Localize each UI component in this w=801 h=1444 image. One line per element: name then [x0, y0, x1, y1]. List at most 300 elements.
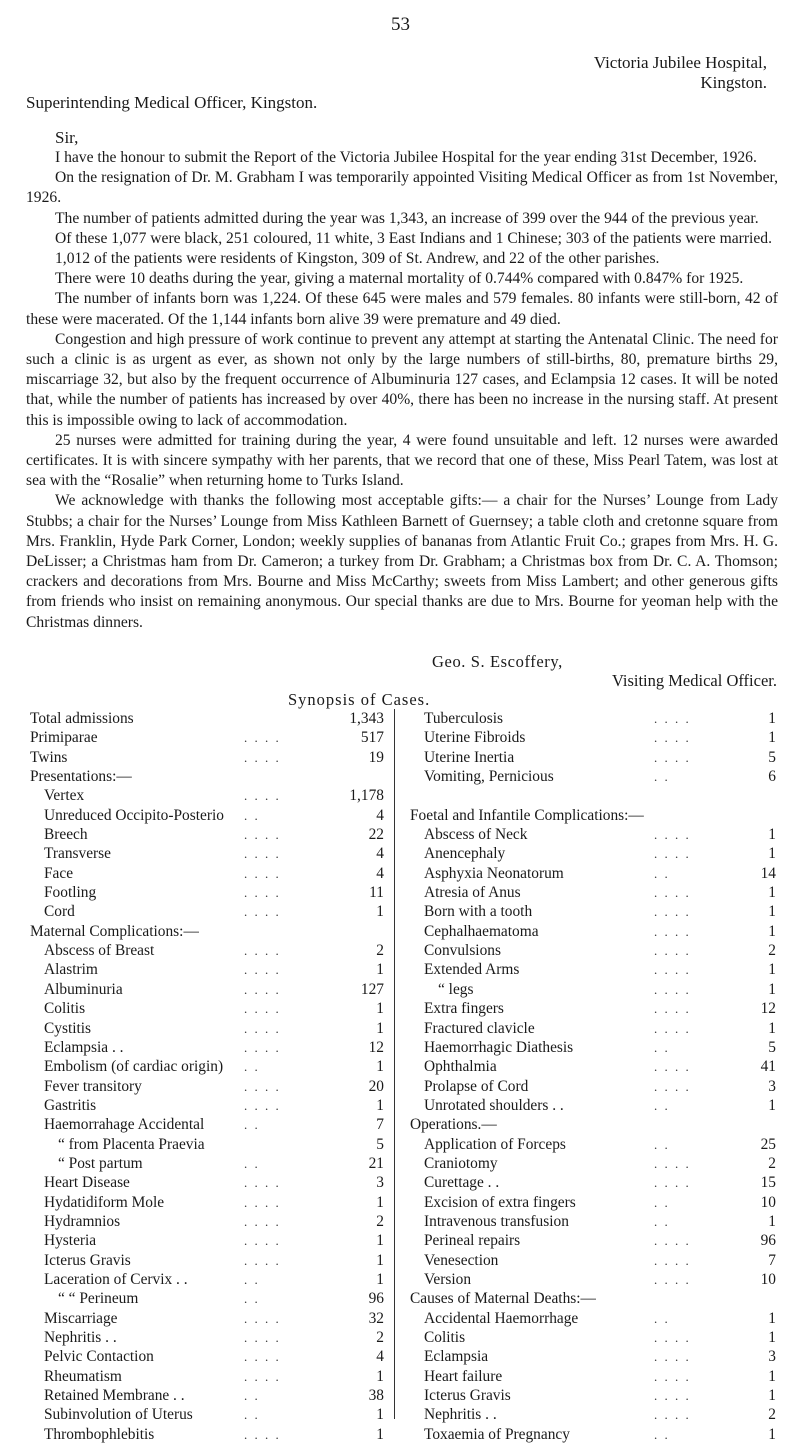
case-label: Uterine Fibroids — [424, 729, 526, 747]
table-row — [30, 767, 384, 786]
case-count: 1 — [768, 826, 776, 844]
paragraph: On the resignation of Dr. M. Grabham I was temporarily appointed Visiting Medical Officer as from 1st November, 1926. — [26, 169, 778, 207]
case-count: 14 — [760, 864, 776, 882]
table-row — [410, 1289, 776, 1308]
case-count: 5 — [768, 1038, 776, 1056]
case-count: 4 — [376, 845, 384, 863]
leader-dots: . . . . — [244, 1368, 281, 1384]
leader-dots: . . . . — [654, 1059, 691, 1075]
table-row — [410, 1077, 776, 1096]
case-count: 3 — [768, 1077, 776, 1095]
case-label: Breech — [44, 826, 88, 844]
table-row — [30, 1115, 384, 1134]
case-label: Face — [44, 864, 74, 882]
paragraph: 1,012 of the patients were residents of Kingston, 309 of St. Andrew, and 22 of the other parishes. — [55, 250, 660, 268]
case-label: Haemorrahage Accidental — [44, 1116, 205, 1134]
case-label: Colitis — [44, 1000, 86, 1018]
table-row — [410, 960, 776, 979]
table-row — [410, 1405, 776, 1424]
leader-dots: . . — [654, 1426, 670, 1442]
case-label: Toxaemia of Pregnancy — [424, 1425, 570, 1443]
case-count: 19 — [368, 748, 384, 766]
leader-dots: . . . . — [244, 865, 281, 881]
leader-dots: . . . . — [244, 1039, 281, 1055]
case-label: Atresia of Anus — [424, 884, 521, 902]
page-number: 53 — [391, 14, 410, 35]
table-row — [30, 1386, 384, 1405]
leader-dots: . . . . — [244, 846, 281, 862]
table-row — [410, 806, 776, 825]
case-label: Asphyxia Neonatorum — [424, 864, 564, 882]
case-count: 1 — [376, 903, 384, 921]
leader-dots: . . . . — [244, 1097, 281, 1113]
signature-name: Geo. S. Escoffery, — [432, 652, 563, 671]
case-label: Fractured clavicle — [424, 1019, 535, 1037]
case-label: Eclampsia . . — [44, 1038, 124, 1056]
table-row — [410, 748, 776, 767]
hospital-town: Kingston. — [700, 73, 767, 92]
table-row — [30, 1077, 384, 1096]
table-row — [410, 1231, 776, 1250]
case-label: Intravenous transfusion — [424, 1212, 569, 1230]
case-label: Accidental Haemorrhage — [424, 1309, 579, 1327]
case-label: Footling — [44, 884, 97, 902]
case-label: Excision of extra fingers — [424, 1193, 576, 1211]
case-label: Prolapse of Cord — [424, 1077, 529, 1095]
table-row — [410, 1347, 776, 1366]
leader-dots: . . — [244, 1117, 260, 1133]
paragraph: The number of infants born was 1,224. Of these 645 were males and 579 females. 80 infants were still-born, 42 of these were macerated. Of the 1,144 infants born alive 39 were premature and 49 died. — [26, 290, 778, 328]
case-count: 3 — [376, 1174, 384, 1192]
case-count: 1 — [376, 1096, 384, 1114]
case-label: Embolism (of cardiac origin) — [44, 1058, 224, 1076]
table-row — [410, 1386, 776, 1405]
case-count: 1 — [376, 1232, 384, 1250]
case-label: Pelvic Contaction — [44, 1348, 154, 1366]
leader-dots: . . . . — [244, 1213, 281, 1229]
table-row — [30, 1367, 384, 1386]
case-label: Cystitis — [44, 1019, 92, 1037]
case-count: 2 — [376, 942, 384, 960]
leader-dots: . . . . — [654, 1020, 691, 1036]
case-count: 10 — [760, 1270, 776, 1288]
case-label: Cord — [44, 903, 75, 921]
leader-dots: . . — [244, 1271, 260, 1287]
leader-dots: . . . . — [244, 1310, 281, 1326]
case-count: 1 — [376, 961, 384, 979]
synopsis-right-column — [410, 709, 776, 1444]
table-row — [410, 1038, 776, 1057]
synopsis-left-column — [30, 709, 384, 1444]
table-row — [410, 767, 776, 786]
case-label: Haemorrhagic Diathesis — [424, 1038, 574, 1056]
case-label: “ legs — [438, 980, 474, 998]
case-count: 1 — [768, 729, 776, 747]
leader-dots: . . . . — [244, 1078, 281, 1094]
table-row — [30, 1019, 384, 1038]
leader-dots: . . . . — [244, 730, 281, 746]
table-row — [30, 1057, 384, 1076]
case-label: Albuminuria — [44, 980, 123, 998]
case-count: 4 — [376, 864, 384, 882]
case-count: 32 — [368, 1309, 384, 1327]
case-label: Unrotated shoulders . . — [424, 1096, 564, 1114]
table-row — [30, 1309, 384, 1328]
leader-dots: . . — [244, 1407, 260, 1423]
case-label: “ “ Perineum — [58, 1290, 139, 1308]
synopsis-heading: Synopsis of Cases. — [288, 690, 431, 709]
leader-dots: . . . . — [654, 1349, 691, 1365]
case-label: Hydatidiform Mole — [44, 1193, 165, 1211]
case-count: 1 — [376, 1000, 384, 1018]
table-row — [410, 1270, 776, 1289]
case-count: 96 — [368, 1290, 384, 1308]
table-row — [410, 709, 776, 728]
leader-dots: . . . . — [244, 981, 281, 997]
salutation: Sir, — [55, 128, 79, 147]
case-count: 20 — [368, 1077, 384, 1095]
leader-dots: . . — [654, 1213, 670, 1229]
leader-dots: . . — [654, 1194, 670, 1210]
leader-dots: . . . . — [654, 711, 691, 726]
case-count: 1 — [768, 1212, 776, 1230]
table-row — [30, 1251, 384, 1270]
case-count: 1 — [768, 1425, 776, 1443]
leader-dots: . . — [654, 1310, 670, 1326]
leader-dots: . . . . — [654, 827, 691, 843]
leader-dots: . . . . — [654, 904, 691, 920]
case-count: 10 — [760, 1193, 776, 1211]
leader-dots: . . . . — [244, 1175, 281, 1191]
signature-title: Visiting Medical Officer. — [611, 671, 777, 690]
case-count: 2 — [376, 1212, 384, 1230]
table-row — [30, 1405, 384, 1424]
case-label: “ Post partum — [58, 1154, 143, 1172]
leader-dots: . . . . — [244, 943, 281, 959]
leader-dots: . . . . — [244, 885, 281, 901]
case-count: 1 — [768, 884, 776, 902]
case-count: 1 — [768, 1019, 776, 1037]
table-row — [410, 825, 776, 844]
table-row — [410, 1309, 776, 1328]
case-label: Hydramnios — [44, 1212, 121, 1230]
leader-dots: . . . . — [244, 1349, 281, 1365]
table-row — [410, 902, 776, 921]
case-label: Abscess of Neck — [424, 826, 528, 844]
leader-dots: . . — [244, 807, 260, 823]
case-label: Operations.— — [410, 1116, 497, 1134]
case-count: 2 — [768, 942, 776, 960]
leader-dots: . . . . — [654, 749, 691, 765]
case-count: 1 — [768, 1329, 776, 1346]
case-count: 1 — [768, 980, 776, 998]
table-row — [30, 941, 384, 960]
leader-dots: . . — [244, 1388, 260, 1404]
case-label: Twins — [30, 748, 68, 766]
table-row — [410, 1057, 776, 1076]
paragraph: We acknowledge with thanks the following most acceptable gifts:— a chair for the Nurses’ Lounge from Lady Stubbs; a chair for the Nurses’ Lounge from Miss Kathleen Barnett of Guernsey; a table cloth and cretonne square from Mrs. Franklin, Hyde Park Corner, London; weekly supplies of bananas from Atlantic Fruit Co.; grapes from Mrs. H. G. DeLisser; a Christmas ham from Dr. Cameron; a turkey from Dr. Grabham; a Christmas box from Dr. C. A. Thomson; crackers and decorations from Mrs. Bourne and Miss McCarthy; sweets from Miss Lambert; and other generous gifts from friends who insist on remaining anonymous. Our special thanks are due to Mrs. Bourne for yeoman help with the Christmas dinners. — [26, 492, 778, 631]
case-label: Perineal repairs — [424, 1232, 521, 1250]
case-count: 96 — [760, 1232, 776, 1250]
table-row — [410, 922, 776, 941]
table-row — [30, 1154, 384, 1173]
case-label: Anencephaly — [424, 845, 506, 863]
table-row — [410, 980, 776, 999]
case-label: Gastritis — [44, 1096, 97, 1114]
case-label: Tuberculosis — [424, 710, 503, 727]
case-label: Nephritis . . — [44, 1329, 117, 1346]
table-row — [410, 1251, 776, 1270]
case-count: 38 — [368, 1387, 384, 1405]
table-row — [30, 1328, 384, 1347]
case-count: 1 — [376, 1019, 384, 1037]
case-label: Laceration of Cervix . . — [44, 1270, 188, 1288]
case-count: 1 — [768, 1096, 776, 1114]
case-count: 3 — [768, 1348, 776, 1366]
table-row — [30, 1193, 384, 1212]
table-row — [410, 1019, 776, 1038]
case-label: Foetal and Infantile Complications:— — [410, 806, 644, 824]
table-row — [410, 1096, 776, 1115]
leader-dots: . . . . — [244, 788, 281, 804]
case-count: 1 — [376, 1251, 384, 1269]
leader-dots: . . . . — [244, 1233, 281, 1249]
table-row — [410, 883, 776, 902]
table-row — [30, 960, 384, 979]
table-row — [410, 1425, 776, 1444]
table-row — [410, 1212, 776, 1231]
case-label: Maternal Complications:— — [30, 922, 199, 940]
case-count: 517 — [360, 729, 384, 747]
case-count: 5 — [376, 1135, 384, 1153]
case-label: Fever transitory — [44, 1077, 142, 1095]
table-row — [30, 902, 384, 921]
case-count: 4 — [376, 1348, 384, 1366]
leader-dots: . . — [244, 1291, 260, 1307]
case-label: Version — [424, 1270, 472, 1288]
paragraph: 25 nurses were admitted for training during the year, 4 were found unsuitable and left. 12 nurses were awarded certificates. It is with sincere sympathy with her parents, that we record that one of these, Miss Pearl Tatem, was lost at sea with the “Rosalie” when returning home to Turks Island. — [26, 431, 778, 490]
table-row — [30, 1231, 384, 1250]
table-row — [30, 1270, 384, 1289]
case-label: Curettage . . — [424, 1174, 500, 1192]
case-count: 1 — [768, 961, 776, 979]
case-count: 1 — [376, 1193, 384, 1211]
case-count: 6 — [768, 768, 776, 786]
case-label: Unreduced Occipito-Posterio — [44, 806, 224, 824]
case-label: Total admissions — [30, 710, 134, 727]
table-row — [410, 999, 776, 1018]
case-label: Cephalhaematoma — [424, 922, 539, 940]
table-row — [30, 748, 384, 767]
case-label: “ from Placenta Praevia — [58, 1135, 205, 1153]
case-count: 1 — [376, 1270, 384, 1288]
leader-dots: . . . . — [654, 943, 691, 959]
case-label: Icterus Gravis — [44, 1251, 131, 1269]
case-label: Nephritis . . — [424, 1406, 497, 1424]
leader-dots: . . — [244, 1155, 260, 1171]
leader-dots: . . . . — [654, 1368, 691, 1384]
case-label: Heart failure — [424, 1367, 503, 1385]
case-count: 1 — [768, 922, 776, 940]
case-count: 7 — [376, 1116, 384, 1134]
case-count: 1 — [768, 903, 776, 921]
leader-dots: . . — [654, 1097, 670, 1113]
case-label: Heart Disease — [44, 1174, 130, 1192]
case-label: Causes of Maternal Deaths:— — [410, 1290, 596, 1308]
leader-dots: . . . . — [654, 962, 691, 978]
table-row — [410, 1173, 776, 1192]
case-count: 1,343 — [349, 710, 384, 727]
case-label: Eclampsia — [424, 1348, 489, 1366]
case-label: Icterus Gravis — [424, 1387, 511, 1405]
letterhead-address — [594, 53, 767, 93]
leader-dots: . . . . — [244, 1020, 281, 1036]
leader-dots: . . . . — [654, 1271, 691, 1287]
paragraph: I have the honour to submit the Report of the Victoria Jubilee Hospital for the year ending 31st December, 1926. — [55, 149, 757, 166]
case-count: 1,178 — [349, 787, 384, 805]
table-row — [30, 1135, 384, 1154]
case-count: 1 — [376, 1425, 384, 1443]
case-count: 25 — [760, 1135, 776, 1153]
case-count: 127 — [360, 980, 384, 998]
case-label: Retained Membrane . . — [44, 1387, 185, 1405]
case-count: 21 — [368, 1154, 384, 1172]
case-label: Uterine Inertia — [424, 748, 515, 766]
table-row — [30, 806, 384, 825]
case-label: Primiparae — [30, 729, 98, 747]
case-count: 1 — [768, 1387, 776, 1405]
table-row — [410, 864, 776, 883]
table-row — [410, 786, 776, 805]
leader-dots: . . . . — [244, 904, 281, 920]
leader-dots: . . . . — [654, 1233, 691, 1249]
table-row — [30, 883, 384, 902]
leader-dots: . . . . — [244, 1194, 281, 1210]
table-row — [30, 980, 384, 999]
case-label: Transverse — [44, 845, 111, 863]
case-label: Craniotomy — [424, 1154, 498, 1172]
case-label: Vertex — [44, 787, 85, 805]
table-row — [30, 786, 384, 805]
leader-dots: . . . . — [244, 1330, 281, 1345]
hospital-name: Victoria Jubilee Hospital, — [593, 53, 767, 72]
case-label: Extra fingers — [424, 1000, 504, 1018]
case-count: 1 — [768, 1367, 776, 1385]
leader-dots: . . . . — [654, 1078, 691, 1094]
table-row — [30, 1096, 384, 1115]
case-count: 12 — [368, 1038, 384, 1056]
case-label: Extended Arms — [424, 961, 520, 979]
table-row — [410, 1367, 776, 1386]
leader-dots: . . . . — [244, 827, 281, 843]
table-row — [30, 922, 384, 941]
case-count: 2 — [768, 1406, 776, 1424]
table-row — [30, 709, 384, 728]
leader-dots: . . — [244, 1059, 260, 1075]
case-label: Hysteria — [44, 1232, 97, 1250]
case-label: Convulsions — [424, 942, 501, 960]
case-count: 41 — [760, 1058, 776, 1076]
table-row — [410, 1135, 776, 1154]
leader-dots: . . . . — [654, 1330, 691, 1345]
leader-dots: . . . . — [654, 846, 691, 862]
table-row — [30, 864, 384, 883]
leader-dots: . . . . — [244, 1252, 281, 1268]
leader-dots: . . . . — [654, 885, 691, 901]
case-count: 2 — [376, 1329, 384, 1346]
case-label: Ophthalmia — [424, 1058, 497, 1076]
leader-dots: . . . . — [654, 1388, 691, 1404]
leader-dots: . . . . — [654, 1252, 691, 1268]
case-count: 4 — [376, 806, 384, 824]
paragraph: The number of patients admitted during the year was 1,343, an increase of 399 over the 944 of the previous year. — [55, 209, 759, 227]
paragraph: Congestion and high pressure of work continue to prevent any attempt at starting the Antenatal Clinic. The need for such a clinic is as urgent as ever, as shown not only by the large numbers of still-births, 80, premature births 29, miscarriage 32, but also by the frequent occurrence of Albuminuria 127 cases, and Eclampsia 12 cases. It will be noted that, while the number of patients has increased by over 40%, there has been no increase in the nursing staff. At present this is impossible owing to lack of accommodation. — [26, 330, 778, 429]
table-row — [410, 1154, 776, 1173]
case-count: 11 — [369, 884, 384, 902]
case-label: Vomiting, Pernicious — [424, 768, 554, 786]
case-count: 1 — [376, 1058, 384, 1076]
leader-dots: . . — [654, 865, 670, 881]
table-row — [410, 728, 776, 747]
leader-dots: . . . . — [654, 981, 691, 997]
case-count: 1 — [768, 710, 776, 727]
table-row — [30, 999, 384, 1018]
leader-dots: . . . . — [654, 923, 691, 939]
table-row — [410, 1328, 776, 1347]
paragraph: Of these 1,077 were black, 251 coloured, 11 white, 3 East Indians and 1 Chinese; 303 of the patients were married. — [55, 229, 772, 247]
leader-dots: . . . . — [654, 1407, 691, 1423]
leader-dots: . . . . — [654, 730, 691, 746]
case-label: Application of Forceps — [424, 1135, 566, 1153]
leader-dots: . . — [654, 769, 670, 785]
case-count: 15 — [760, 1174, 776, 1192]
case-count: 5 — [768, 748, 776, 766]
table-row — [30, 844, 384, 863]
letter-body — [26, 148, 778, 633]
table-row — [30, 1038, 384, 1057]
leader-dots: . . . . — [654, 1155, 691, 1171]
table-row — [30, 1347, 384, 1366]
addressee: Superintending Medical Officer, Kingston. — [26, 93, 318, 112]
case-count: 12 — [760, 1000, 776, 1018]
table-row — [30, 1425, 384, 1444]
paragraph: There were 10 deaths during the year, giving a maternal mortality of 0.744% compared with 0.847% for 1925. — [55, 270, 744, 288]
column-divider — [394, 709, 395, 1419]
table-row — [30, 1289, 384, 1308]
case-label: Colitis — [424, 1329, 466, 1346]
leader-dots: . . . . — [654, 1175, 691, 1191]
table-row — [410, 941, 776, 960]
case-count: 2 — [768, 1154, 776, 1172]
case-label: Subinvolution of Uterus — [44, 1406, 193, 1424]
case-count: 1 — [768, 1309, 776, 1327]
table-row — [410, 1193, 776, 1212]
case-count: 1 — [376, 1367, 384, 1385]
case-label: Abscess of Breast — [44, 942, 155, 960]
case-label: Born with a tooth — [424, 903, 533, 921]
table-row — [410, 1115, 776, 1134]
leader-dots: . . . . — [244, 962, 281, 978]
case-label: Thrombophlebitis — [44, 1425, 155, 1443]
leader-dots: . . — [654, 1136, 670, 1152]
leader-dots: . . . . — [654, 1001, 691, 1017]
case-count: 22 — [368, 826, 384, 844]
table-row — [410, 844, 776, 863]
table-row — [30, 1212, 384, 1231]
case-label: Rheumatism — [44, 1367, 122, 1385]
table-row — [30, 825, 384, 844]
case-count: 1 — [768, 845, 776, 863]
